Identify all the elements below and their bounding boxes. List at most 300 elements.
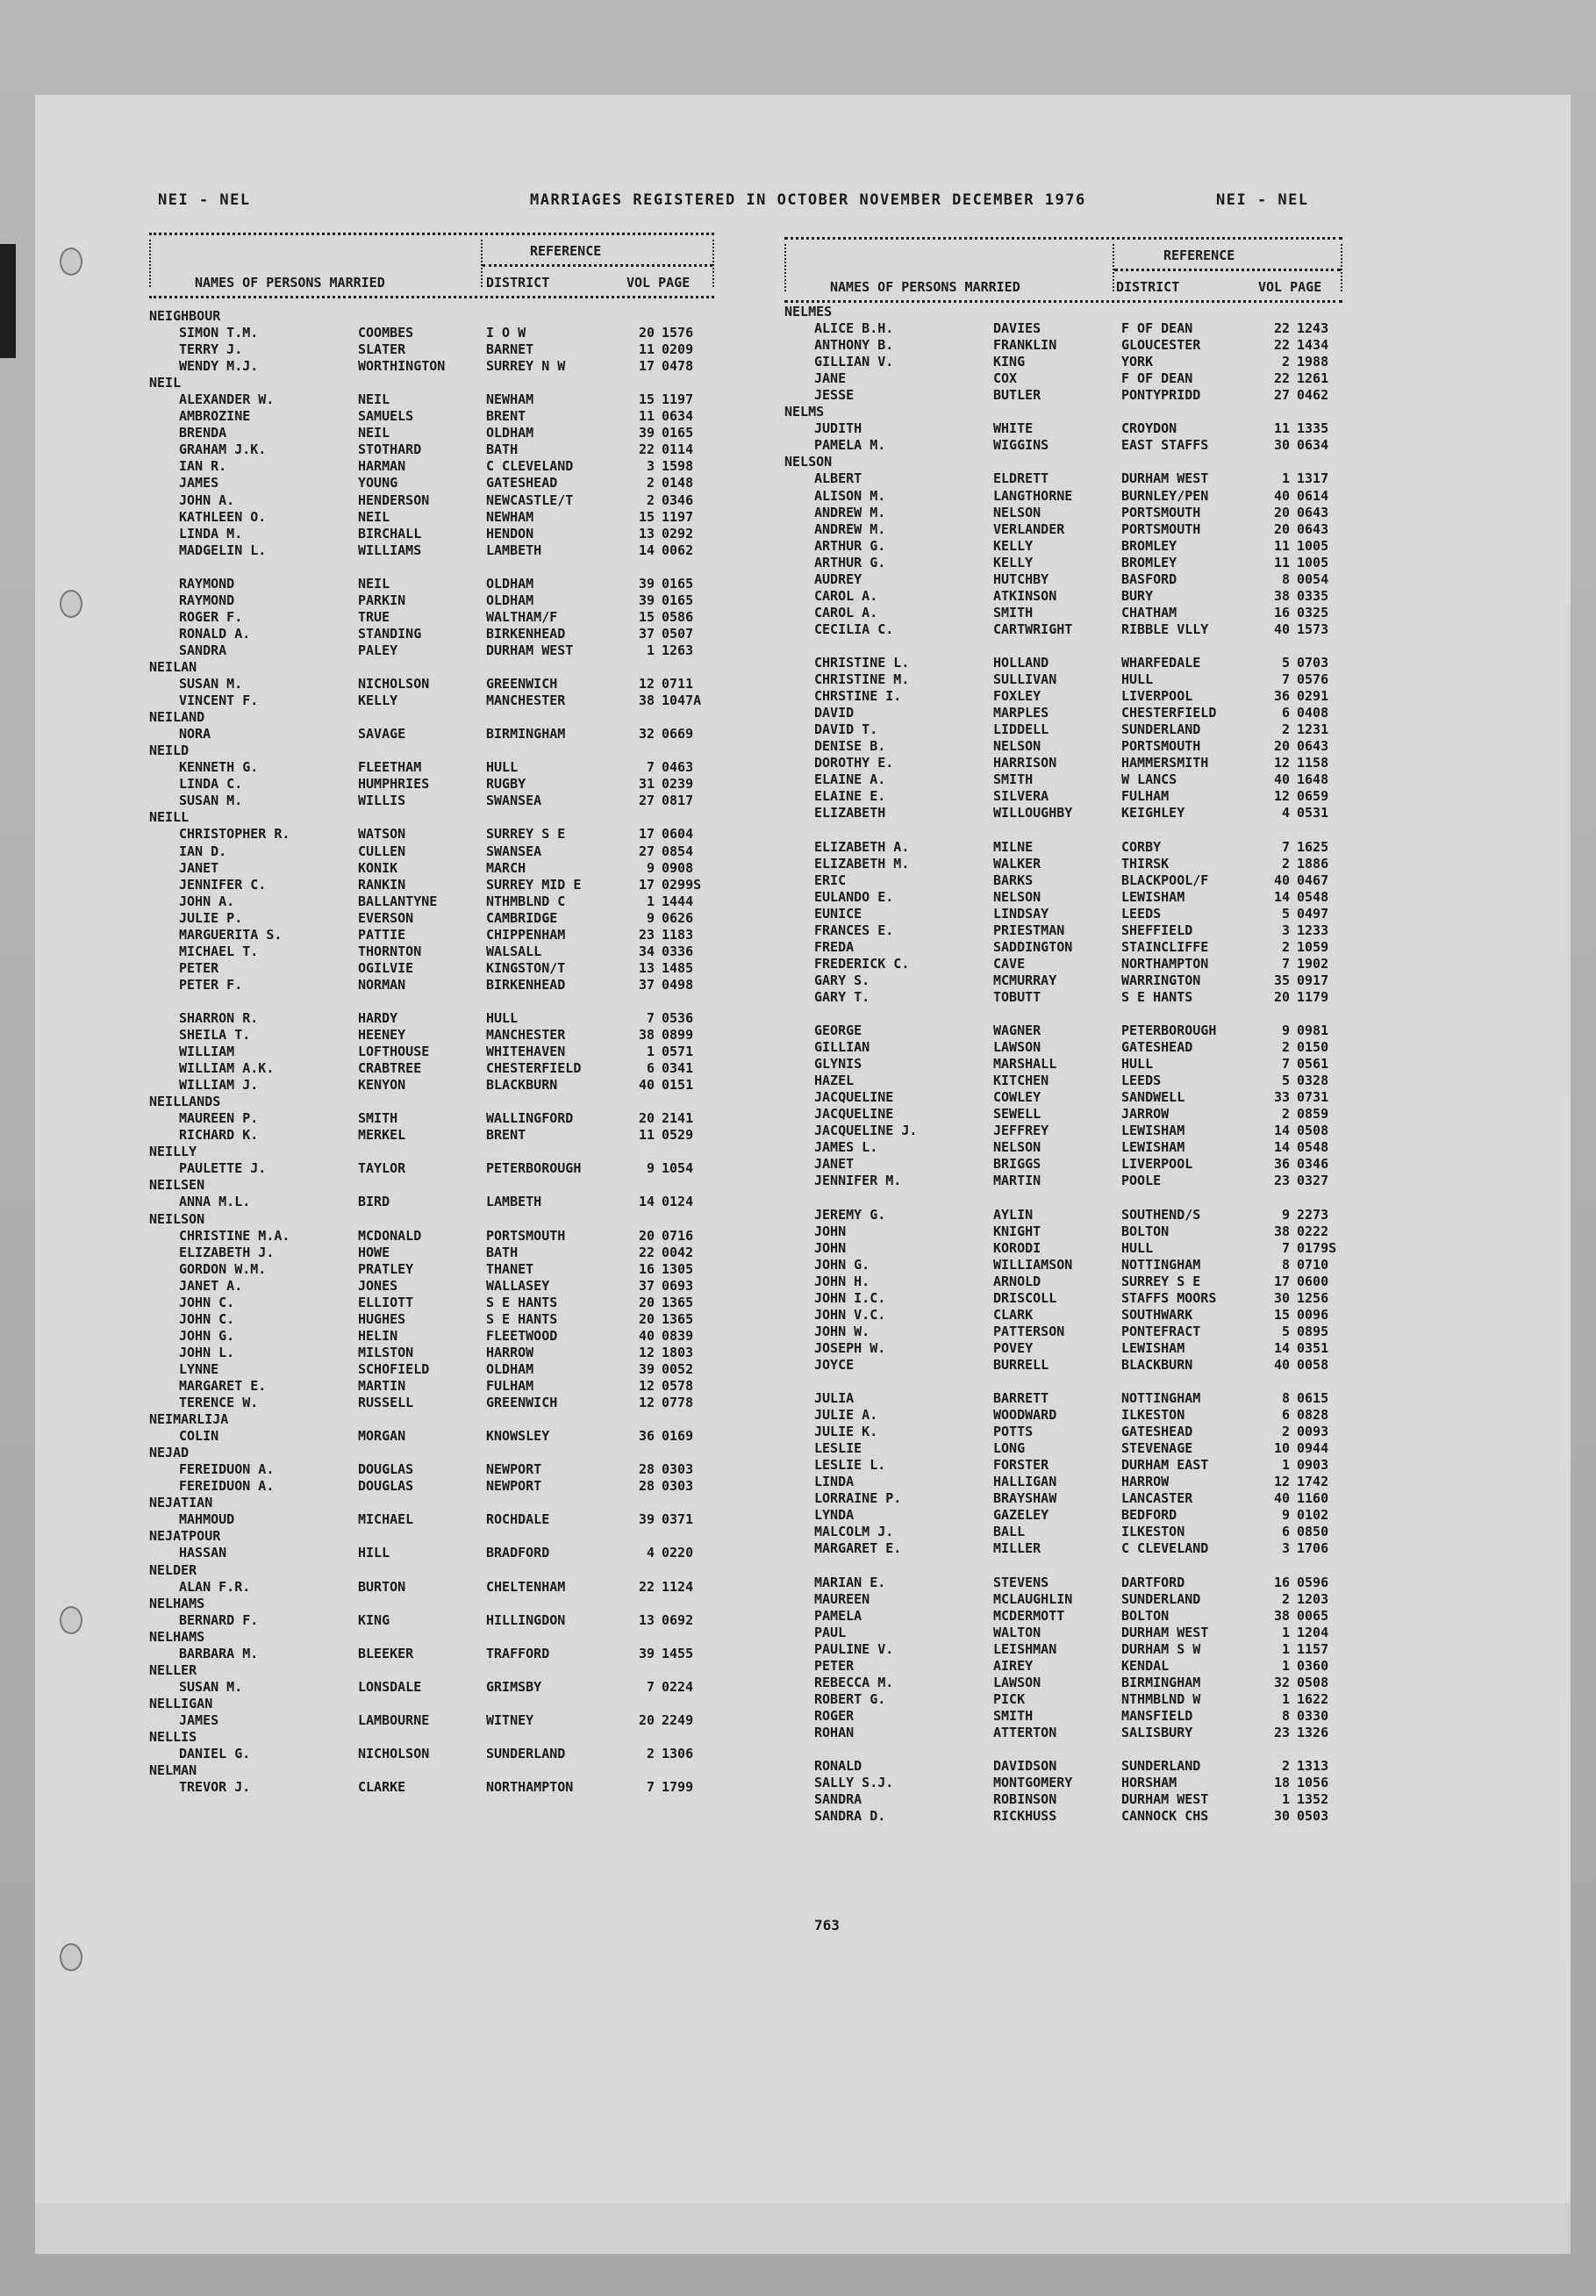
marriage-entry (784, 1575, 1342, 1591)
district: DURHAM WEST (1121, 1791, 1209, 1808)
page-number: 763 (814, 1917, 840, 1934)
spouse-surname: ARNOLD (993, 1273, 1041, 1289)
district: BEDFORD (1121, 1507, 1177, 1524)
marriage-entry (784, 555, 1342, 571)
forename: FEREIDUON A. (179, 1478, 275, 1495)
surname: NEIMARLIJA (149, 1411, 229, 1428)
page: 0643 (1297, 738, 1329, 755)
marriage-entry (149, 391, 714, 408)
page: 0303 (662, 1478, 694, 1495)
volume: 30 (1273, 1808, 1290, 1825)
spouse-surname: HARRISON (993, 755, 1057, 771)
district: SHEFFIELD (1121, 922, 1193, 938)
spouse-surname: MERKEL (358, 1127, 406, 1144)
spouse-surname: KORODI (993, 1239, 1041, 1256)
marriage-entry (149, 944, 714, 960)
page: 0548 (1297, 888, 1329, 905)
marriage-entry (149, 1077, 714, 1094)
district-label: DISTRICT (1116, 279, 1180, 295)
district: CHESTERFIELD (486, 1060, 582, 1077)
forename: TERENCE W. (179, 1395, 259, 1411)
district: THIRSK (1121, 855, 1170, 872)
spouse-surname: SAVAGE (358, 726, 406, 743)
marriage-entry (149, 1779, 714, 1796)
header-range-left: NEI - NEL (158, 191, 251, 209)
page: 0711 (662, 676, 694, 692)
page: 0944 (1297, 1440, 1329, 1457)
spouse-surname: LAWSON (993, 1039, 1041, 1056)
spouse-surname: NELSON (993, 504, 1041, 520)
forename: LYNDA (814, 1507, 855, 1524)
volume: 15 (1273, 1306, 1290, 1323)
marriage-entry (149, 1044, 714, 1060)
forename: JENNIFER M. (814, 1173, 902, 1189)
forename: ROGER (814, 1707, 855, 1724)
spouse-surname: KELLY (358, 692, 398, 709)
marriage-entry (149, 526, 714, 542)
volume: 36 (1273, 1156, 1290, 1173)
volume: 37 (638, 625, 655, 642)
spouse-surname: SAMUELS (358, 408, 414, 425)
marriage-entry (149, 1395, 714, 1411)
spouse-surname: HUGHES (358, 1310, 406, 1327)
volume: 3 (646, 458, 655, 475)
marriage-entry (784, 1758, 1342, 1775)
surname-heading (149, 1411, 714, 1428)
volume: 1 (1281, 470, 1290, 487)
page: 1056 (1297, 1775, 1329, 1791)
forename: CHRISTOPHER R. (179, 826, 290, 843)
page: 1706 (1297, 1540, 1329, 1557)
marriage-entry (784, 1407, 1342, 1424)
spouse-surname: LINDSAY (993, 905, 1049, 922)
page: 0148 (662, 475, 694, 491)
district: HULL (486, 759, 519, 776)
district: ILKESTON (1121, 1407, 1185, 1424)
volume: 16 (638, 1260, 655, 1277)
spouse-surname: VERLANDER (993, 520, 1065, 537)
district: OLDHAM (486, 592, 534, 608)
volume: 40 (1273, 621, 1290, 637)
forename: SHARRON R. (179, 1009, 259, 1026)
marriage-entry (149, 692, 714, 709)
entries-right (784, 304, 1342, 1825)
forename: JESSE (814, 387, 855, 404)
surname: NEILLANDS (149, 1094, 221, 1110)
page: 0371 (662, 1511, 694, 1528)
forename: JEREMY G. (814, 1206, 886, 1223)
district: BARNET (486, 341, 534, 358)
forename: JOYCE (814, 1356, 855, 1373)
marriage-entry (149, 1511, 714, 1528)
district: KENDAL (1121, 1657, 1170, 1674)
volume: 38 (638, 692, 655, 709)
forename: GARY S. (814, 972, 870, 988)
forename: PETER (179, 959, 219, 976)
volume: 4 (646, 1545, 655, 1561)
volume: 23 (1273, 1724, 1290, 1740)
marriage-entry (149, 776, 714, 793)
volume: 27 (638, 793, 655, 809)
volume: 2 (646, 491, 655, 508)
spouse-surname: WALKER (993, 855, 1041, 872)
district: KEIGHLEY (1121, 805, 1185, 822)
group-spacer (784, 822, 1342, 838)
page: 1305 (662, 1260, 694, 1277)
spouse-surname: MCDERMOTT (993, 1607, 1065, 1624)
page: 1455 (662, 1645, 694, 1661)
page: 0239 (662, 776, 694, 793)
marriage-entry (784, 538, 1342, 555)
page: 0151 (662, 1077, 694, 1094)
spouse-surname: LOFTHOUSE (358, 1044, 430, 1060)
volume: 9 (646, 859, 655, 876)
page: 0710 (1297, 1256, 1329, 1273)
district: WALLINGFORD (486, 1110, 574, 1127)
forename: SIMON T.M. (179, 325, 259, 341)
page: 1317 (1297, 470, 1329, 487)
forename: ANDREW M. (814, 504, 886, 520)
volume: 7 (1281, 1056, 1290, 1073)
marriage-entry (149, 609, 714, 626)
forename: ALICE B.H. (814, 320, 894, 337)
rule (1341, 244, 1342, 291)
marriage-entry (149, 642, 714, 659)
rule (481, 240, 483, 287)
volume: 16 (1273, 1574, 1290, 1590)
spouse-surname: NICHOLSON (358, 1746, 430, 1762)
marriage-entry (149, 793, 714, 809)
district: SOUTHEND/S (1121, 1206, 1201, 1223)
spouse-surname: KENYON (358, 1077, 406, 1094)
page: 0498 (662, 976, 694, 993)
forename: VINCENT F. (179, 692, 259, 709)
volume: 30 (1273, 437, 1290, 454)
forename: ELAINE A. (814, 771, 886, 788)
page: 0463 (662, 759, 694, 776)
volume: 6 (1281, 1407, 1290, 1424)
page: 0778 (662, 1395, 694, 1411)
spouse-surname: WHITE (993, 420, 1034, 437)
forename: ELIZABETH (814, 805, 886, 822)
surname: NELLIGAN (149, 1695, 213, 1711)
marriage-entry (784, 1591, 1342, 1608)
forename: HAZEL (814, 1073, 855, 1089)
forename: JOHN G. (179, 1327, 235, 1344)
marriage-entry (784, 1775, 1342, 1791)
marriage-entry (784, 839, 1342, 856)
marriage-entry (784, 337, 1342, 354)
marriage-entry (149, 1646, 714, 1662)
forename: TREVOR J. (179, 1779, 251, 1796)
page: 1183 (662, 926, 694, 943)
forename: LINDA M. (179, 525, 243, 542)
page: 0102 (1297, 1507, 1329, 1524)
marriage-entry (784, 1791, 1342, 1808)
district: HENDON (486, 525, 534, 542)
volume: 22 (638, 1244, 655, 1260)
district: LIVERPOOL (1121, 688, 1193, 705)
spouse-surname: SMITH (358, 1110, 398, 1127)
volume: 15 (638, 608, 655, 625)
district: RIBBLE VLLY (1121, 621, 1209, 637)
marriage-entry (149, 509, 714, 526)
page: 0817 (662, 793, 694, 809)
district: CANNOCK CHS (1121, 1808, 1209, 1825)
forename: IAN D. (179, 843, 227, 859)
page: 0693 (662, 1277, 694, 1294)
page: 1622 (1297, 1690, 1329, 1707)
forename: CHRISTINE M. (814, 671, 910, 688)
forename: LINDA C. (179, 776, 243, 793)
surname-heading (149, 1762, 714, 1779)
marriage-entry (784, 989, 1342, 1006)
spouse-surname: LONSDALE (358, 1678, 422, 1695)
spouse-surname: POTTS (993, 1424, 1034, 1440)
marriage-entry (784, 972, 1342, 989)
spouse-surname: SULLIVAN (993, 671, 1057, 688)
volume: 39 (638, 592, 655, 608)
volume: 11 (638, 1127, 655, 1144)
volume: 11 (1273, 554, 1290, 570)
volume: 22 (1273, 337, 1290, 354)
forename: ANTHONY B. (814, 337, 894, 354)
spouse-surname: RICKHUSS (993, 1808, 1057, 1825)
volume: 18 (1273, 1775, 1290, 1791)
forename: WENDY M.J. (179, 358, 259, 375)
spouse-surname: PRATLEY (358, 1260, 414, 1277)
surname: NELLIS (149, 1728, 197, 1745)
forename: DAVID T. (814, 721, 878, 738)
page: 0828 (1297, 1407, 1329, 1424)
page: 0531 (1297, 805, 1329, 822)
district: SWANSEA (486, 843, 542, 859)
district: SURREY S E (1121, 1273, 1201, 1289)
district: GREENWICH (486, 676, 558, 692)
forename: MICHAEL T. (179, 943, 259, 959)
district: LAMBETH (486, 542, 542, 558)
forename: GARY T. (814, 988, 870, 1005)
rule (1113, 244, 1114, 291)
volume: 2 (1281, 1039, 1290, 1056)
spouse-surname: BARRETT (993, 1390, 1049, 1407)
marriage-entry (784, 805, 1342, 822)
spouse-surname: BALLANTYNE (358, 893, 438, 909)
page: 0165 (662, 592, 694, 608)
district: SUNDERLAND (1121, 721, 1201, 738)
spouse-surname: KING (993, 354, 1026, 370)
forename: ALEXANDER W. (179, 391, 275, 408)
spouse-surname: LAWSON (993, 1674, 1041, 1690)
forename: FREDA (814, 938, 855, 955)
surname-heading (149, 1596, 714, 1612)
surname-heading (149, 809, 714, 826)
district: DURHAM S W (1121, 1640, 1201, 1657)
spouse-surname: WILLOUGHBY (993, 805, 1073, 822)
volume: 2 (1281, 354, 1290, 370)
district: LEWISHAM (1121, 1339, 1185, 1356)
page: 1313 (1297, 1758, 1329, 1775)
district: HARROW (1121, 1474, 1170, 1490)
district: DURHAM EAST (1121, 1457, 1209, 1474)
district: NEWPORT (486, 1478, 542, 1495)
volume: 13 (638, 525, 655, 542)
district: CHIPPENHAM (486, 926, 566, 943)
page: 1124 (662, 1578, 694, 1595)
page: 0351 (1297, 1339, 1329, 1356)
page: 0222 (1297, 1223, 1329, 1239)
volume: 37 (638, 976, 655, 993)
spouse-surname: TRUE (358, 608, 390, 625)
marriage-entry (784, 420, 1342, 437)
rule (712, 240, 714, 287)
surname-heading (149, 1211, 714, 1228)
marriage-entry (784, 621, 1342, 638)
volume: 2 (1281, 1106, 1290, 1123)
volume: 31 (638, 776, 655, 793)
marriage-entry (149, 626, 714, 642)
spouse-surname: RANKIN (358, 876, 406, 893)
page: 1444 (662, 893, 694, 909)
district: PORTSMOUTH (1121, 738, 1201, 755)
forename: DENISE B. (814, 738, 886, 755)
page: 0716 (662, 1227, 694, 1244)
volume: 20 (638, 1711, 655, 1728)
spouse-surname: MCDONALD (358, 1227, 422, 1244)
volume: 12 (638, 1395, 655, 1411)
page: 0634 (662, 408, 694, 425)
page: 1803 (662, 1344, 694, 1360)
district: GATESHEAD (1121, 1039, 1193, 1056)
marriage-entry (784, 1073, 1342, 1089)
page: 0614 (1297, 487, 1329, 504)
volume: 7 (1281, 955, 1290, 972)
page: 0508 (1297, 1674, 1329, 1690)
page: 1352 (1297, 1791, 1329, 1808)
marriage-entry (784, 1625, 1342, 1641)
page: 1158 (1297, 755, 1329, 771)
page: 0360 (1297, 1657, 1329, 1674)
page: 0341 (662, 1060, 694, 1077)
page: 0903 (1297, 1457, 1329, 1474)
volume: 39 (638, 1645, 655, 1661)
group-spacer (149, 559, 714, 576)
district: SURREY N W (486, 358, 566, 375)
spouse-surname: BRAYSHAW (993, 1490, 1057, 1507)
forename: ARTHUR G. (814, 554, 886, 570)
district: GRIMSBY (486, 1678, 542, 1695)
forename: HASSAN (179, 1545, 227, 1561)
marriage-entry (149, 1245, 714, 1261)
district: FULHAM (486, 1378, 534, 1394)
page: 1047A (662, 692, 702, 709)
district: WHARFEDALE (1121, 654, 1201, 671)
page: 0529 (662, 1127, 694, 1144)
spouse-surname: PARKIN (358, 592, 406, 608)
volume: 20 (1273, 988, 1290, 1005)
district: BLACKBURN (486, 1077, 558, 1094)
volume: 9 (1281, 1022, 1290, 1039)
marriage-entry (149, 1345, 714, 1361)
volume: 11 (638, 408, 655, 425)
page: 1059 (1297, 938, 1329, 955)
spouse-surname: KELLY (993, 554, 1034, 570)
volume: 11 (1273, 537, 1290, 554)
page: 0507 (662, 625, 694, 642)
volume: 4 (1281, 805, 1290, 822)
marriage-entry (149, 341, 714, 358)
spouse-surname: HOWE (358, 1244, 390, 1260)
spouse-surname: ELDRETT (993, 470, 1049, 487)
spouse-surname: WIGGINS (993, 437, 1049, 454)
spouse-surname: GAZELEY (993, 1507, 1049, 1524)
page: 1179 (1297, 988, 1329, 1005)
spouse-surname: HARMAN (358, 458, 406, 475)
spouse-surname: MARTIN (358, 1378, 406, 1394)
spouse-surname: BRIGGS (993, 1156, 1041, 1173)
district: OLDHAM (486, 425, 534, 441)
district: HULL (1121, 1056, 1154, 1073)
spouse-surname: MARSHALL (993, 1056, 1057, 1073)
spouse-surname: LONG (993, 1440, 1026, 1457)
page: 0062 (662, 542, 694, 558)
page: 0165 (662, 575, 694, 592)
group-spacer (784, 1189, 1342, 1206)
spouse-surname: NELSON (993, 888, 1041, 905)
district: LAMBETH (486, 1194, 542, 1210)
marriage-entry (784, 1725, 1342, 1741)
spouse-surname: PALEY (358, 642, 398, 658)
forename: ARTHUR G. (814, 537, 886, 554)
page: 1573 (1297, 621, 1329, 637)
district: PORTSMOUTH (1121, 504, 1201, 520)
marriage-entry (149, 1228, 714, 1245)
volume: 17 (638, 876, 655, 893)
forename: SALLY S.J. (814, 1775, 894, 1791)
marriage-entry (149, 1679, 714, 1696)
marriage-entry (784, 521, 1342, 538)
page: 2249 (662, 1711, 694, 1728)
district: NEWCASTLE/T (486, 491, 574, 508)
marriage-entry (784, 721, 1342, 738)
page: 0703 (1297, 654, 1329, 671)
volume: 8 (1281, 570, 1290, 587)
volume: 36 (1273, 688, 1290, 705)
district: GLOUCESTER (1121, 337, 1201, 354)
forename: GRAHAM J.K. (179, 441, 267, 458)
spouse-surname: BARKS (993, 872, 1034, 888)
volume: 5 (1281, 1323, 1290, 1339)
punch-hole (60, 590, 82, 618)
names-label: NAMES OF PERSONS MARRIED (830, 279, 1020, 295)
page: 0604 (662, 826, 694, 843)
district: KINGSTON/T (486, 959, 566, 976)
page: 1799 (662, 1779, 694, 1796)
spouse-surname: WATSON (358, 826, 406, 843)
volume: 20 (638, 1110, 655, 1127)
marriage-entry (149, 1278, 714, 1295)
spouse-surname: COX (993, 370, 1018, 387)
spouse-surname: MCLAUGHLIN (993, 1590, 1073, 1607)
surname-heading (149, 375, 714, 391)
marriage-entry (784, 320, 1342, 337)
volume: 12 (1273, 1474, 1290, 1490)
spouse-surname: CLARKE (358, 1779, 406, 1796)
spouse-surname: DAVIES (993, 320, 1041, 337)
forename: PAMELA (814, 1607, 862, 1624)
volume: 1 (646, 893, 655, 909)
volume: 14 (1273, 1339, 1290, 1356)
